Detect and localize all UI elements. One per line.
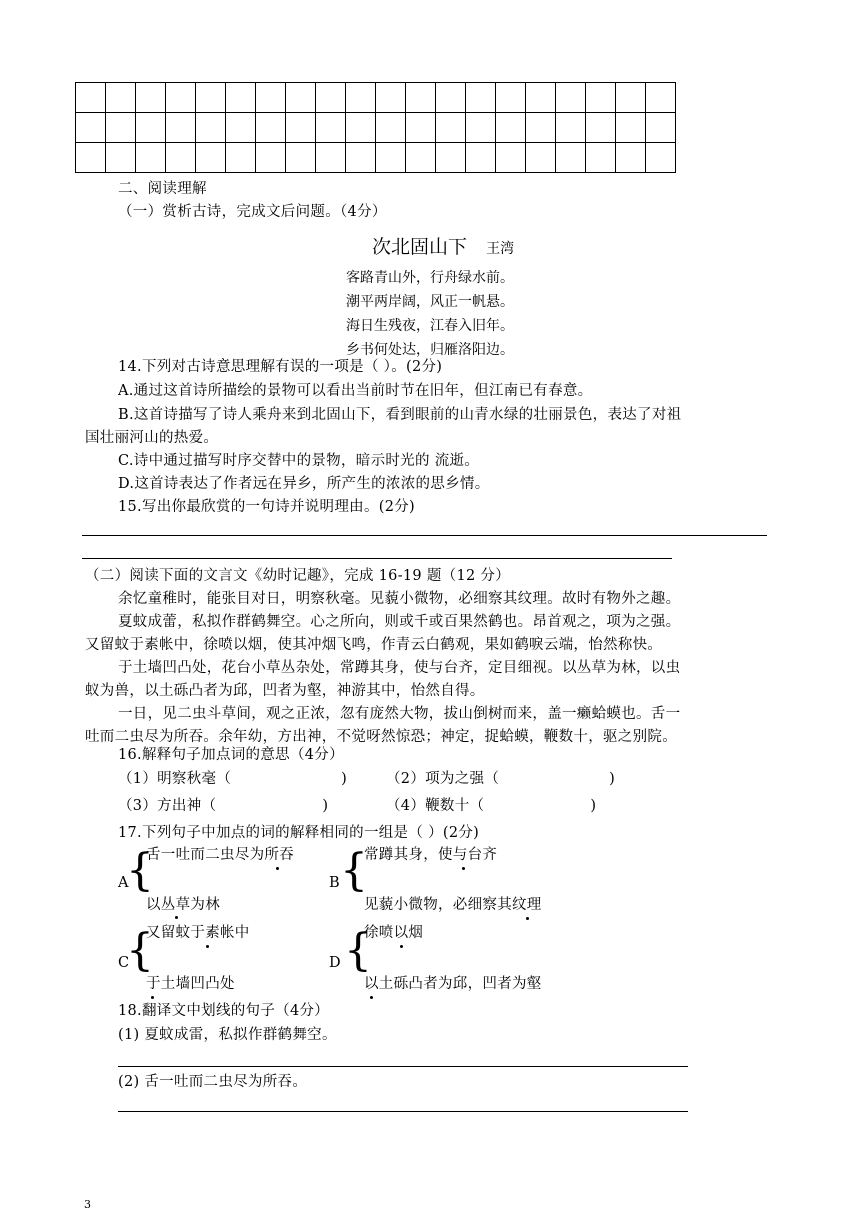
poem-author: 王湾 — [486, 241, 515, 257]
brace-icon: { — [344, 925, 372, 976]
emphasis-dot — [175, 916, 178, 919]
answer-line — [82, 558, 672, 559]
brace-icon: { — [126, 925, 154, 976]
grid-cell[interactable] — [466, 83, 496, 113]
grid-row — [76, 113, 676, 143]
poem-line: 客路青山外，行舟绿水前。 — [346, 270, 514, 286]
grid-cell[interactable] — [226, 143, 256, 173]
q18-sentence-2: (2) 舌一吐而二虫尽为所吞。 — [118, 1074, 308, 1090]
q17-stem: 17.下列句子中加点的词的解释相同的一组是（ ）(2分) — [118, 825, 480, 841]
grid-cell[interactable] — [556, 83, 586, 113]
grid-cell[interactable] — [526, 113, 556, 143]
grid-cell[interactable] — [196, 83, 226, 113]
q17-label-b: B — [329, 875, 340, 891]
q17-label-a: A — [118, 875, 129, 891]
grid-cell[interactable] — [256, 113, 286, 143]
grid-row — [76, 143, 676, 173]
poem-body — [330, 266, 530, 362]
q17-c-sentence-1: 又留蚊于素帐中 — [146, 925, 250, 941]
q17-a-sentence-1: 舌一吐而二虫尽为所吞 — [146, 847, 294, 863]
section-heading: 二、阅读理解 — [118, 181, 207, 197]
passage-line: 一日，见二虫斗草间，观之正浓，忽有庞然大物，拔山倒树而来，盖一癞蛤蟆也。舌一 — [118, 706, 681, 722]
close-paren: ) — [609, 771, 616, 787]
q16-item-label: （1）明察秋毫（ — [118, 771, 232, 787]
poem-title: 次北固山下 — [372, 236, 468, 258]
grid-cell[interactable] — [286, 113, 316, 143]
grid-cell[interactable] — [496, 113, 526, 143]
poem-line: 乡书何处达，归雁洛阳边。 — [346, 342, 514, 358]
answer-grid — [75, 82, 676, 173]
brace-icon: { — [126, 845, 154, 896]
grid-cell[interactable] — [406, 113, 436, 143]
grid-cell[interactable] — [346, 143, 376, 173]
passage-line: 余忆童稚时，能张目对日，明察秋毫。见藐小微物，必细察其纹理。故时有物外之趣。 — [118, 591, 681, 607]
q16-item-label: （3）方出神（ — [118, 798, 217, 814]
grid-cell[interactable] — [136, 83, 166, 113]
grid-cell[interactable] — [106, 143, 136, 173]
grid-cell[interactable] — [316, 143, 346, 173]
grid-cell[interactable] — [256, 83, 286, 113]
grid-cell[interactable] — [616, 83, 646, 113]
grid-cell[interactable] — [316, 113, 346, 143]
grid-cell[interactable] — [586, 113, 616, 143]
emphasis-dot — [370, 996, 373, 999]
q17-d-sentence-2: 以土砾凸者为邱，凹者为壑 — [364, 976, 542, 992]
poem-line: 海日生残夜，江春入旧年。 — [346, 318, 514, 334]
grid-cell[interactable] — [466, 113, 496, 143]
q17-a-sentence-2: 以丛草为林 — [146, 897, 220, 913]
passage-line: 又留蚊于素帐中，徐喷以烟，使其冲烟飞鸣，作青云白鹤观，果如鹤唳云端，怡然称快。 — [85, 637, 663, 653]
close-paren: ) — [322, 798, 329, 814]
q14-option-b-cont: 国壮丽河山的热爱。 — [85, 430, 219, 446]
grid-cell[interactable] — [226, 113, 256, 143]
grid-cell[interactable] — [556, 143, 586, 173]
answer-line — [118, 1066, 688, 1067]
q17-label-d: D — [329, 955, 341, 971]
q14-stem: 14.下列对古诗意思理解有误的一项是（ ）。(2分) — [118, 359, 443, 375]
grid-cell[interactable] — [436, 113, 466, 143]
grid-cell[interactable] — [316, 83, 346, 113]
q14-option-d: D.这首诗表达了作者远在异乡，所产生的浓浓的思乡情。 — [118, 476, 490, 492]
grid-cell[interactable] — [526, 83, 556, 113]
grid-cell[interactable] — [226, 83, 256, 113]
grid-cell[interactable] — [106, 83, 136, 113]
q17-b-sentence-1: 常蹲其身，使与台齐 — [364, 847, 498, 863]
grid-cell[interactable] — [166, 113, 196, 143]
q16-stem: 16.解释句子加点词的意思（4分） — [118, 747, 344, 763]
grid-cell[interactable] — [136, 143, 166, 173]
q17-d-sentence-1: 徐喷以烟 — [364, 925, 424, 941]
q17-c-sentence-2: 于土墙凹凸处 — [146, 976, 235, 992]
q14-option-b: B.这首诗描写了诗人乘舟来到北固山下，看到眼前的山青水绿的壮丽景色，表达了对祖 — [118, 407, 682, 423]
grid-cell[interactable] — [616, 143, 646, 173]
close-paren: ) — [590, 798, 597, 814]
q14-option-a: A.通过这首诗所描绘的景物可以看出当前时节在旧年，但江南已有春意。 — [118, 383, 593, 399]
close-paren: ) — [341, 771, 348, 787]
part2-heading: （二）阅读下面的文言文《幼时记趣》，完成 16-19 题（12 分） — [85, 568, 511, 584]
grid-cell[interactable] — [196, 113, 226, 143]
grid-cell[interactable] — [646, 83, 676, 113]
emphasis-dot — [462, 867, 465, 870]
passage-line: 蚁为兽，以土砾凸者为邱，凹者为壑，神游其中，怡然自得。 — [85, 683, 485, 699]
grid-cell[interactable] — [106, 113, 136, 143]
grid-cell[interactable] — [556, 113, 586, 143]
passage-line: 吐而二虫尽为所吞。余年幼，方出神，不觉呀然惊恐；神定，捉蛤蟆，鞭数十，驱之别院。 — [85, 729, 677, 745]
grid-cell[interactable] — [196, 143, 226, 173]
poem-title-block — [372, 232, 514, 259]
grid-cell[interactable] — [346, 83, 376, 113]
q16-item-3 — [118, 795, 328, 817]
passage-line: 夏蚊成蕾，私拟作群鹤舞空。心之所向，则或千或百果然鹤也。昂首观之，项为之强。 — [118, 614, 681, 630]
grid-cell[interactable] — [646, 143, 676, 173]
page-number: 3 — [84, 1198, 91, 1211]
grid-cell[interactable] — [466, 143, 496, 173]
grid-cell[interactable] — [496, 143, 526, 173]
grid-cell[interactable] — [76, 83, 106, 113]
emphasis-dot — [400, 945, 403, 948]
q15-stem: 15.写出你最欣赏的一句诗并说明理由。(2分) — [118, 499, 415, 515]
emphasis-dot — [526, 917, 529, 920]
grid-cell[interactable] — [406, 143, 436, 173]
grid-cell[interactable] — [256, 143, 286, 173]
grid-cell[interactable] — [436, 143, 466, 173]
grid-cell[interactable] — [286, 143, 316, 173]
q14-option-c: C.诗中通过描写时序交替中的景物，暗示时光的 流逝。 — [118, 453, 480, 469]
grid-cell[interactable] — [76, 113, 106, 143]
grid-cell[interactable] — [646, 113, 676, 143]
q16-item-label: （4）鞭数十（ — [386, 798, 485, 814]
grid-cell[interactable] — [76, 143, 106, 173]
answer-line — [118, 1111, 688, 1112]
grid-cell[interactable] — [496, 83, 526, 113]
passage-line: 于土墙凹凸处，花台小草丛杂处，常蹲其身，使与台齐，定目细视。以丛草为林，以虫 — [118, 660, 681, 676]
grid-cell[interactable] — [526, 143, 556, 173]
q18-sentence-1: (1) 夏蚊成雷，私拟作群鹤舞空。 — [118, 1027, 337, 1043]
grid-cell[interactable] — [376, 143, 406, 173]
grid-cell[interactable] — [136, 113, 166, 143]
q16-item-2 — [386, 768, 615, 790]
q17-label-c: C — [118, 955, 130, 971]
q16-item-label: （2）项为之强（ — [386, 771, 500, 787]
grid-cell[interactable] — [586, 143, 616, 173]
grid-cell[interactable] — [286, 83, 316, 113]
grid-cell[interactable] — [586, 83, 616, 113]
grid-cell[interactable] — [166, 83, 196, 113]
grid-cell[interactable] — [406, 83, 436, 113]
emphasis-dot — [276, 867, 279, 870]
grid-cell[interactable] — [436, 83, 466, 113]
brace-icon: { — [340, 845, 368, 896]
grid-cell[interactable] — [376, 113, 406, 143]
grid-cell[interactable] — [346, 113, 376, 143]
answer-line — [82, 535, 767, 536]
q16-item-4 — [386, 795, 596, 817]
poem-line: 潮平两岸阔，风正一帆悬。 — [346, 294, 514, 310]
emphasis-dot — [151, 996, 154, 999]
grid-cell[interactable] — [376, 83, 406, 113]
q18-stem: 18.翻译文中划线的句子（4分） — [118, 1003, 330, 1019]
grid-row — [76, 83, 676, 113]
q17-b-sentence-2: 见藐小微物，必细察其纹理 — [364, 897, 542, 913]
grid-cell[interactable] — [616, 113, 646, 143]
emphasis-dot — [206, 945, 209, 948]
grid-cell[interactable] — [166, 143, 196, 173]
q16-item-1 — [118, 768, 347, 790]
part1-heading: （一）赏析古诗，完成文后问题。（4分） — [118, 204, 387, 220]
